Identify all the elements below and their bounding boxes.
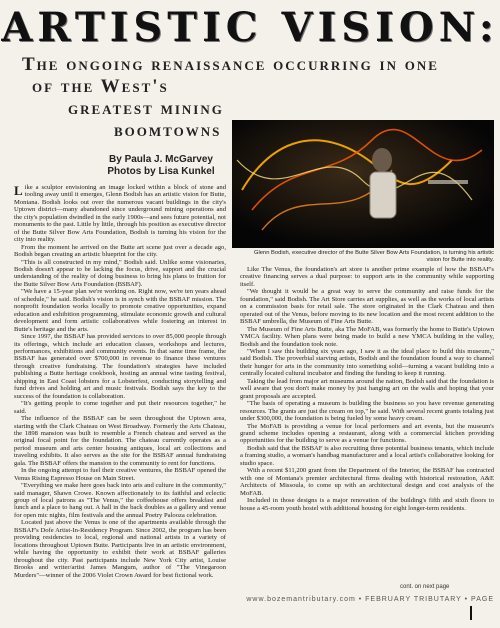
page-footer: www.bozemantributary.com • FEBRUARY TRIBUTARY • PAGE [246, 596, 494, 603]
paragraph: The Museum of Fine Arts Butte, aka The MoFAB, was formerly the home to Butte's Uptown YMCA facility. When plans were being made to build a new YMCA building in the valley, Bodish and the foundation took note. [240, 325, 494, 348]
deck-line-4: boomtowns [114, 120, 222, 141]
deck-line-1: The ongoing renaissance occurring in one [22, 54, 439, 75]
paragraph: Like The Venus, the foundation's art store is another prime example of how the BSBAF's creative financing serves a dual purpose: to support arts in the community while supporting itself. [240, 266, 494, 288]
photo-caption: Glenn Bodish, executive director of the Butte Silver Bow Arts Foundation, is turning his artistic vision for Butte into reality. [253, 250, 494, 263]
article-photo [232, 120, 494, 248]
paragraph: "Everything we make here goes back into arts and culture in the community," said manager, Shawn Crowe. Known affectionately to its faithful and eclectic group of local patrons as "The Venus," the coffeehouse offers breakfast and lunch and a place to hang out. A hall in the back doubles as a gallery and venue for open mic nights, film festivals and the annual Poetry Palooza celebration. [14, 482, 226, 519]
paragraph: The MoFAB is providing a venue for local performers and art events, but the museum's grand scheme includes opening a restaurant, along with a commercial kitchen providing opportunities for the building to serve as a venue for functions. [240, 422, 494, 445]
byline-author: By Paula J. McGarvey [109, 154, 213, 165]
paragraph: Bodish said that the BSBAF is also recruiting three potential business tenants, which include a framing studio, a woman's handbag manufacturer and a local artist's collaborative looking for studio space. [240, 444, 494, 467]
article-title: ARTISTIC VISION: [1, 4, 499, 51]
paragraph: From the moment he arrived on the Butte art scene just over a decade ago, Bodish began creating an artistic blueprint for the city. [14, 243, 226, 259]
paragraph: Taking the lead from major art museums around the nation, Bodish said that the foundation is well aware that you don't make money by just hanging art on the walls and hoping that your grant proposals are accepted. [240, 377, 494, 400]
article-column-left [14, 184, 226, 604]
byline [96, 154, 226, 178]
paragraph: Like a sculptor envisioning an image locked within a block of stone and tooling away until it emerges, Glenn Bodish has an artistic vision for Butte, Montana. Bodish looks out over the numerous vacant buildings in the city's Uptown district—many abandoned since underground mining operations and the city's population dwindled in the early 1900s—and sees future potential, not monuments to the past. Little by little, through his position as executive director of the Butte Silver Bow Arts Foundation, Bodish is turning his vision for the city into reality. [14, 183, 226, 244]
paragraph: "This is all constructed in my mind," Bodish said. Unlike some visionaries, Bodish doesn't appear to be lacking the focus, drive, support and the crucial understanding of the reality of doing business to bring his plans to fruition for the Butte Silver Bow Arts Foundation (BSBAF). [14, 258, 226, 288]
paragraph: Included in those designs is a major renovation of the building's fifth and sixth floors to house a 45-room youth hostel with additional housing for eight longer-term residents. [240, 497, 494, 512]
light-painting-photo [232, 120, 494, 248]
paragraph: Since 1997, the BSBAF has provided services to over 85,000 people through its offerings, which include art education classes, workshops and lectures, performances, exhibitions and community events. In that same time frame, the BSBAF has generated over $700,000 in revenue to finance these ventures through creative fundraising. The foundation's strategies have included publishing a Butte heritage cookbook, hosting an annual wine tasting festival, shipping in East Coast lobsters for a Lobsterfest, conducting storytelling and fund drives and holding art and music festivals. Bodish says the key to the success of the foundation is collaboration. [14, 333, 226, 400]
paragraph: In the ongoing attempt to fuel their creative ventures, the BSBAF opened the Venus Rising Espresso House on Main Street. [14, 467, 226, 482]
paragraph: With a recent $11,200 grant from the Department of the Interior, the BSBAF has contracted with one of Montana's premier architectural firms dealing with historical restoration, A&E Architects of Missoula, to come up with an architectural design and cost analysis of the MoFAB. [240, 467, 494, 497]
deck-line-2: of the West's [32, 76, 169, 97]
deck-line-3: greatest mining [68, 98, 224, 119]
paragraph: "The basis of operating a museum is building the business so you have revenue generating resources. The grants are just the cream on top," he said. With several recent grants totaling just under $300,000, the foundation is being fueled by some heavy cream. [240, 400, 494, 423]
article-column-right [240, 266, 494, 596]
text-cursor [470, 606, 472, 620]
paragraph: "We thought it would be a great way to serve the community and raise funds for the foundation," said Bodish. The Art Store carries art supplies, as well as the works of local artists on a commission basis for retail sale. The store originated in the Clark Chateau and then operated out of the Venus, before moving to its new location and the most recent addition to the BSBAF umbrella, the Museum of Fine Arts Butte. [240, 288, 494, 326]
paragraph: "When I saw this building six years ago, I saw it as the ideal place to build this museum," said Bodish. The proverbial starving artists, Bodish and the foundation found a way to channel their hunger for arts in the community into something solid—turning a vacant building into a centrally located cultural incubator and finding the funding to keep it running. [240, 347, 494, 378]
byline-photos: Photos by Lisa Kunkel [107, 166, 215, 177]
continued-note: cont. on next page [400, 584, 450, 590]
paragraph: The influence of the BSBAF can be seen throughout the Uptown area, starting with the Clark Chateau on West Broadway. Formerly the Arts Chateau, the 1898 mansion was built to resemble a French chateau and served as the original focal point for the foundation. The chateau currently operates as a period museum and arts center housing antiques, local art collections and traveling exhibits. It also serves as the site for the BSBAF annual fundraising gala. The BSBAF offers the mansion to the community to rent for functions. [14, 415, 226, 467]
paragraph: "It's getting people to come together and put their resources together," he said. [14, 400, 226, 415]
paragraph: Located just above the Venus is one of the apartments available through the BSBAF's Dofe Artist-In-Residency Program. Since 2002, the program has been providing residencies to local, regional and national artists in a variety of locations throughout Uptown Butte. Participants live in an artistic environment, while having the opportunity to exhibit their work at BSBAF galleries throughout the city. Past participants include New York City artist, Louise Brooks and writer/artist James Mangum, author of "The Vinegaroon Murders"—winner of the 2006 Violet Crown Award for best fictional work. [14, 519, 226, 579]
paragraph: "We have a 15-year plan we're working on. Right now, we're ten years ahead of schedule," he said. Bodish's vision is in synch with the BSBAF mission. The nonprofit foundation works locally to promote creative opportunities, expand education and exhibition programming, stimulate economic growth and cultural development and form artistic collaboratives while fostering an interest in Butte's heritage and the arts. [14, 288, 226, 333]
drop-cap: L [14, 183, 23, 198]
